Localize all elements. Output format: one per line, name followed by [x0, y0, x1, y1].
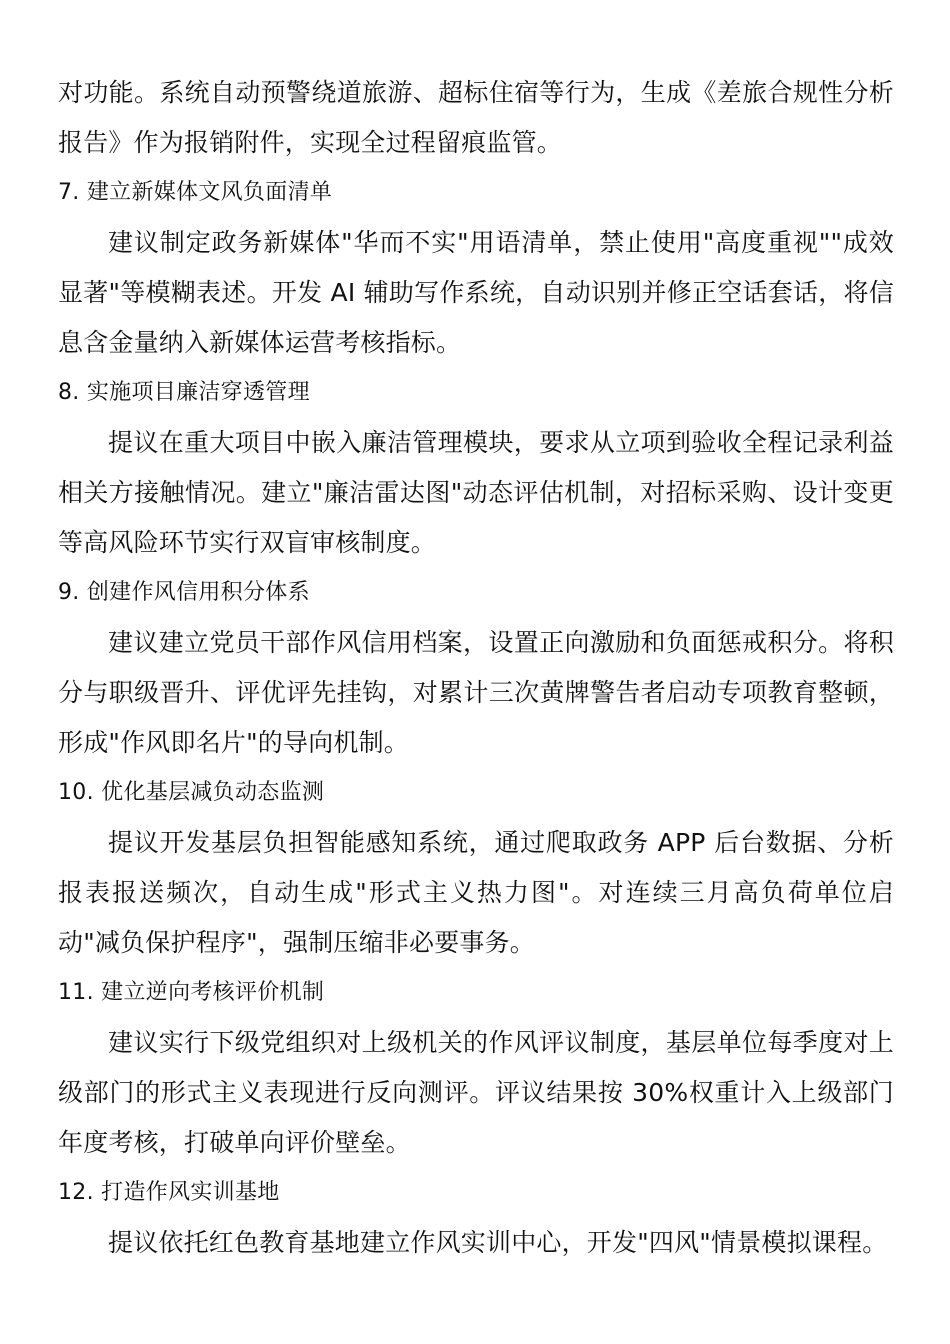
section-body-9: 建议建立党员干部作风信用档案，设置正向激励和负面惩戒积分。将积分与职级晋升、评优评先挂钩，对累计三次黄牌警告者启动专项教育整顿，形成"作风即名片"的导向机制。 — [58, 628, 894, 757]
document-content — [58, 68, 894, 1268]
section-body-8: 提议在重大项目中嵌入廉洁管理模块，要求从立项到验收全程记录利益相关方接触情况。建立"廉洁雷达图"动态评估机制，对招标采购、设计变更等高风险环节实行双盲审核制度。 — [58, 428, 894, 557]
intro-paragraph: 对功能。系统自动预警绕道旅游、超标住宿等行为，生成《差旅合规性分析报告》作为报销附件，实现全过程留痕监管。 — [58, 78, 894, 157]
section-heading-11: 11. 建立逆向考核评价机制 — [58, 980, 325, 1005]
section-body-11: 建议实行下级党组织对上级机关的作风评议制度，基层单位每季度对上级部门的形式主义表现进行反向测评。评议结果按 30%权重计入上级部门年度考核，打破单向评价壁垒。 — [58, 1028, 894, 1157]
section-body-10: 提议开发基层负担智能感知系统，通过爬取政务 APP 后台数据、分析报表报送频次，自动生成"形式主义热力图"。对连续三月高负荷单位启动"减负保护程序"，强制压缩非必要事务。 — [58, 828, 894, 957]
section-body-7: 建议制定政务新媒体"华而不实"用语清单，禁止使用"高度重视""成效显著"等模糊表述。开发 AI 辅助写作系统，自动识别并修正空话套话，将信息含金量纳入新媒体运营考核指标。 — [58, 228, 894, 357]
section-heading-9: 9. 创建作风信用积分体系 — [58, 580, 310, 605]
section-heading-7: 7. 建立新媒体文风负面清单 — [58, 180, 333, 205]
section-heading-8: 8. 实施项目廉洁穿透管理 — [58, 380, 310, 405]
section-heading-10: 10. 优化基层减负动态监测 — [58, 780, 325, 805]
section-heading-12: 12. 打造作风实训基地 — [58, 1180, 280, 1205]
section-body-12: 提议依托红色教育基地建立作风实训中心，开发"四风"情景模拟课程。 — [108, 1228, 888, 1257]
